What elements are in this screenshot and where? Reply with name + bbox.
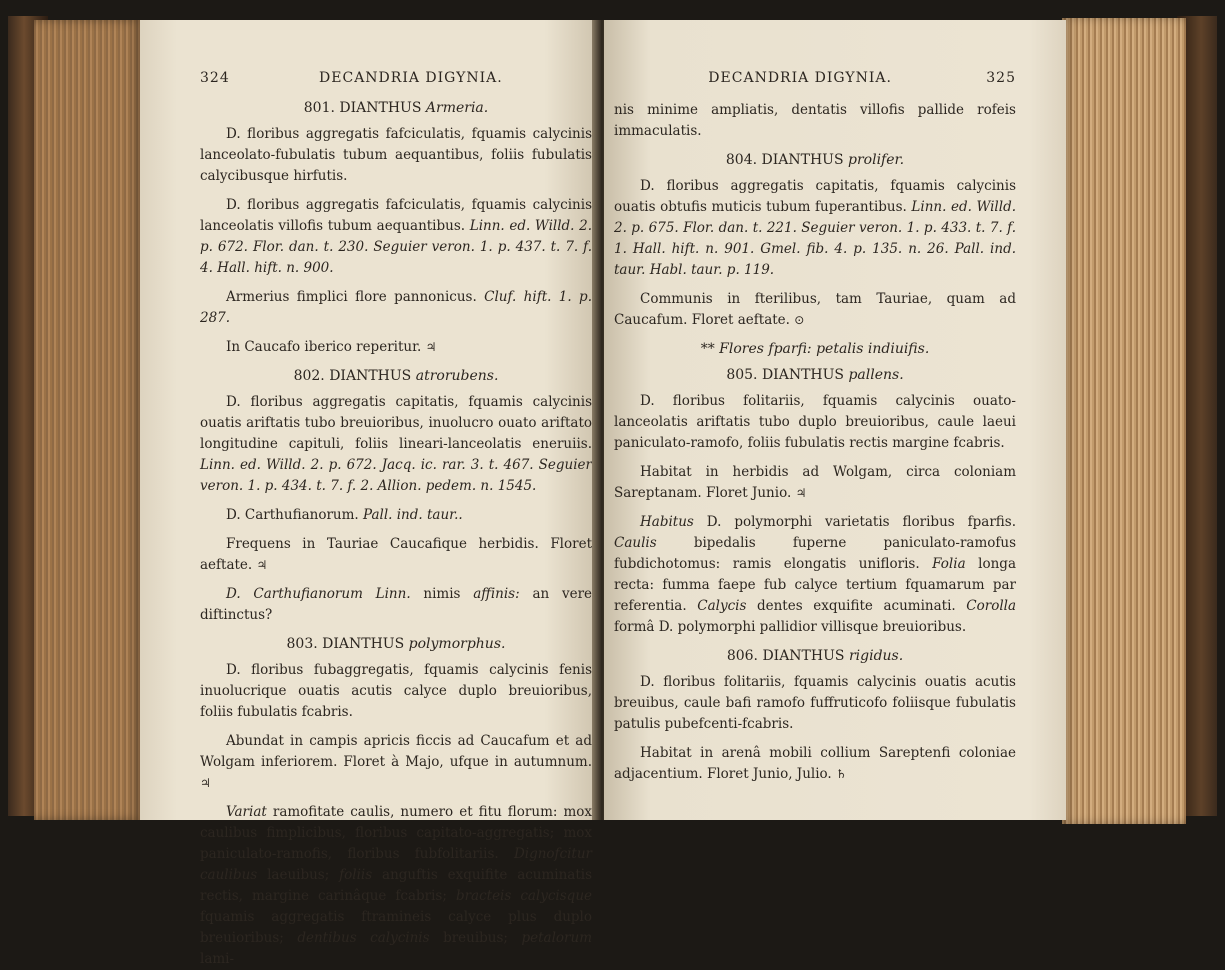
- habitat-text: Habitat in arenâ mobili collium Sareptenfi coloniae adjacentium. Floret Junio, Julio.: [614, 745, 1016, 782]
- running-head: DECANDRIA DIGYNIA.: [319, 70, 503, 86]
- entry-804-heading: [614, 152, 1016, 168]
- diagnosis-text: D. floribus aggregatis capitatis, fquamis calycinis ouatis obtufis muticis tubum fuperantibus.: [614, 178, 1016, 215]
- species: polymorphus.: [408, 636, 506, 652]
- entry-804-habitat: [614, 289, 1016, 331]
- description-text: D. polymorphi varietatis floribus fparfis.: [706, 514, 1016, 530]
- variation-text-5: breuibus;: [443, 930, 508, 946]
- synonym-text: D. Carthufianorum.: [226, 507, 359, 523]
- clusius-text: Armerius fimplici flore pannonicus.: [226, 289, 477, 305]
- habitat-text: Frequens in Tauriae Caucafique herbidis. Floret aeftate.: [200, 536, 592, 573]
- term-calycis: Calycis: [697, 598, 747, 614]
- entry-806-habitat: [614, 743, 1016, 785]
- entry-801-diagnosis: D. floribus aggregatis fafciculatis, fquamis calycinis lanceolato-fubulatis tubum aequantibus, foliis fubulatis calycibusque hirfutis.: [200, 126, 592, 184]
- term-dignoscitur: Dignofcitur caulibus: [200, 846, 592, 883]
- entry-805-diagnosis: D. floribus folitariis, fquamis calycinis ouato-lanceolatis ariftatis tubo duplo breuioribus, caule laeui paniculato-ramofo, foliis fubulatis rectis margine fcabris.: [614, 393, 1016, 451]
- entry-804-diagnosis: [614, 176, 1016, 281]
- entry-802-heading: [200, 368, 592, 384]
- perennial-symbol: ♃: [795, 486, 807, 500]
- page-number: 325: [986, 70, 1016, 86]
- page-number: 324: [200, 70, 230, 86]
- species: rigidus.: [848, 648, 904, 664]
- description-text-4: dentes exquifite acuminati.: [756, 598, 956, 614]
- genus: DIANTHUS: [339, 100, 422, 116]
- genus: DIANTHUS: [761, 152, 844, 168]
- term-corolla: Corolla: [966, 598, 1017, 614]
- clusius-ref: Cluf. hift. 1. p. 287.: [200, 289, 592, 326]
- term-bracteis: bracteis calycisque: [455, 888, 593, 904]
- term-variat: Variat: [226, 804, 267, 820]
- perennial-symbol: ♃: [200, 776, 211, 790]
- species: Armeria.: [425, 100, 489, 116]
- entry-805-description: [614, 512, 1016, 638]
- genus: DIANTHUS: [761, 367, 845, 383]
- entry-number: 801.: [303, 100, 335, 116]
- left-page: [140, 20, 600, 967]
- entry-802-diagnosis: [200, 392, 592, 497]
- entry-806-heading: [614, 648, 1016, 664]
- note-question: an vere diftinctus?: [200, 586, 593, 623]
- species: pallens.: [848, 367, 904, 383]
- entry-803-habitat: [200, 731, 592, 794]
- entry-801-habitat: [200, 337, 592, 358]
- term-caulis: Caulis: [614, 535, 657, 551]
- entry-number: 804.: [725, 152, 758, 168]
- right-page-header: [614, 70, 1016, 86]
- description-text-2: bipedalis fuperne paniculato-ramofus fubdichotomus: ramis elongatis unifloris.: [614, 535, 1016, 572]
- term-dentibus: dentibus calycinis: [297, 930, 430, 946]
- entry-number: 805.: [726, 367, 758, 383]
- diagnosis-refs: Linn. ed. Willd. 2. p. 675. Flor. dan. t. 221. Seguier veron. 1. p. 433. t. 7. f. 1. Hall. hift. n. 901. Gmel. fib. 4. p. 135. n. 26. Pall. ind. taur. Habl. taur. p. 119.: [614, 199, 1016, 278]
- genus: DIANTHUS: [329, 368, 412, 384]
- habitat-text: Abundat in campis apricis ficcis ad Caucafum et ad Wolgam inferiorem. Floret à Majo, ufque in autumnum.: [200, 733, 592, 770]
- species: prolifer.: [848, 152, 905, 168]
- running-head: DECANDRIA DIGYNIA.: [708, 70, 892, 86]
- entry-801-heading: [200, 100, 592, 116]
- diagnosis-text: D. floribus aggregatis capitatis, fquamis calycinis ouatis ariftatis tubo breuioribus, inuolucro ouato ariftato longitudine capituli, foliis lineari-lanceolatis eneruiis.: [200, 394, 592, 452]
- entry-number: 802.: [293, 368, 325, 384]
- description-text-3: longa recta: fumma faepe fub calyce tertium fquamarum par referentia.: [614, 556, 1016, 614]
- entry-801-clusius: [200, 287, 592, 329]
- variation-text-2: laeuibus;: [267, 867, 330, 883]
- genus: DIANTHUS: [322, 636, 405, 652]
- variation-text: ramofitate caulis, numero et fitu florum: mox caulibus fimplicibus, floribus capitato-aggregatis; mox paniculato-ramofis, floribus fubfolitariis.: [200, 804, 593, 862]
- note-taxon: D. Carthufianorum Linn.: [226, 586, 411, 602]
- continuation-text: nis minime ampliatis, dentatis villofis pallide rofeis immaculatis.: [614, 102, 1016, 139]
- entry-801-synonym: [200, 195, 592, 279]
- entry-803-variation: [200, 802, 592, 970]
- habitat-text: Habitat in herbidis ad Wolgam, circa coloniam Sareptanam. Floret Junio.: [614, 464, 1016, 501]
- entry-number: 803.: [286, 636, 318, 652]
- perennial-symbol: ♃: [256, 558, 268, 572]
- species: atrorubens.: [415, 368, 499, 384]
- shrub-symbol: ♄: [836, 767, 847, 781]
- habitat-text: In Caucafo iberico reperitur.: [226, 339, 422, 355]
- perennial-symbol: ♃: [425, 340, 437, 354]
- variation-text-6: lami-: [200, 951, 235, 967]
- entry-805-habitat: [614, 462, 1016, 504]
- entry-803-heading: [200, 636, 592, 652]
- entry-802-synonym: [200, 505, 592, 526]
- term-petalorum: petalorum: [521, 930, 592, 946]
- variation-text-3: anguftis exquifite acuminatis rectis, margine carinâque fcabris;: [200, 867, 593, 904]
- left-page-edges: [34, 20, 142, 820]
- entry-803-diagnosis: D. floribus fubaggregatis, fquamis calycinis fenis inuolucrique ouatis acutis calyce duplo breuioribus, foliis fubulatis fcabris.: [200, 662, 592, 720]
- entry-number: 806.: [726, 648, 758, 664]
- synonym-text: D. floribus aggregatis fafciculatis, fquamis calycinis lanceolatis villofis tubum aequantibus.: [200, 197, 592, 234]
- entry-806-diagnosis: D. floribus folitariis, fquamis calycinis ouatis acutis breuibus, caule bafi ramofo fuffruticofo foliisque fubulatis patulis pubefcenti-fcabris.: [614, 674, 1016, 732]
- genus: DIANTHUS: [762, 648, 845, 664]
- synonym-refs: Linn. ed. Willd. 2. p. 672. Flor. dan. t. 230. Seguier veron. 1. p. 437. t. 7. f. 4. Hall. hift. n. 900.: [200, 218, 592, 276]
- synonym-ref: Pall. ind. taur..: [362, 507, 463, 523]
- diagnosis-refs: Linn. ed. Willd. 2. p. 672. Jacq. ic. rar. 3. t. 467. Seguier veron. 1. p. 434. t. 7. f. 2. Allion. pedem. n. 1545.: [200, 457, 592, 494]
- description-text-5: formâ D. polymorphi pallidior villisque breuioribus.: [614, 619, 967, 635]
- term-habitus: Habitus: [640, 514, 694, 530]
- variation-text-4: fquamis aggregatis ftramineis calyce plus duplo breuioribus;: [200, 909, 592, 946]
- habitat-text: Communis in fterilibus, tam Tauriae, quam ad Caucafum. Floret aeftate.: [614, 291, 1016, 328]
- entry-802-habitat: [200, 534, 592, 576]
- note-text: nimis: [423, 586, 461, 602]
- note-emph: affinis:: [473, 586, 520, 602]
- right-page: [604, 20, 1066, 820]
- term-folia: Folia: [932, 556, 966, 572]
- annual-symbol: ⊙: [794, 313, 805, 327]
- entry-802-note: [200, 584, 592, 626]
- right-page-edges: [1062, 18, 1186, 824]
- left-page-header: [200, 70, 592, 86]
- entry-805-heading: [614, 367, 1016, 383]
- section-heading: ** Flores fparfi: petalis indiuifis.: [700, 341, 930, 357]
- term-foliis: foliis: [339, 867, 373, 883]
